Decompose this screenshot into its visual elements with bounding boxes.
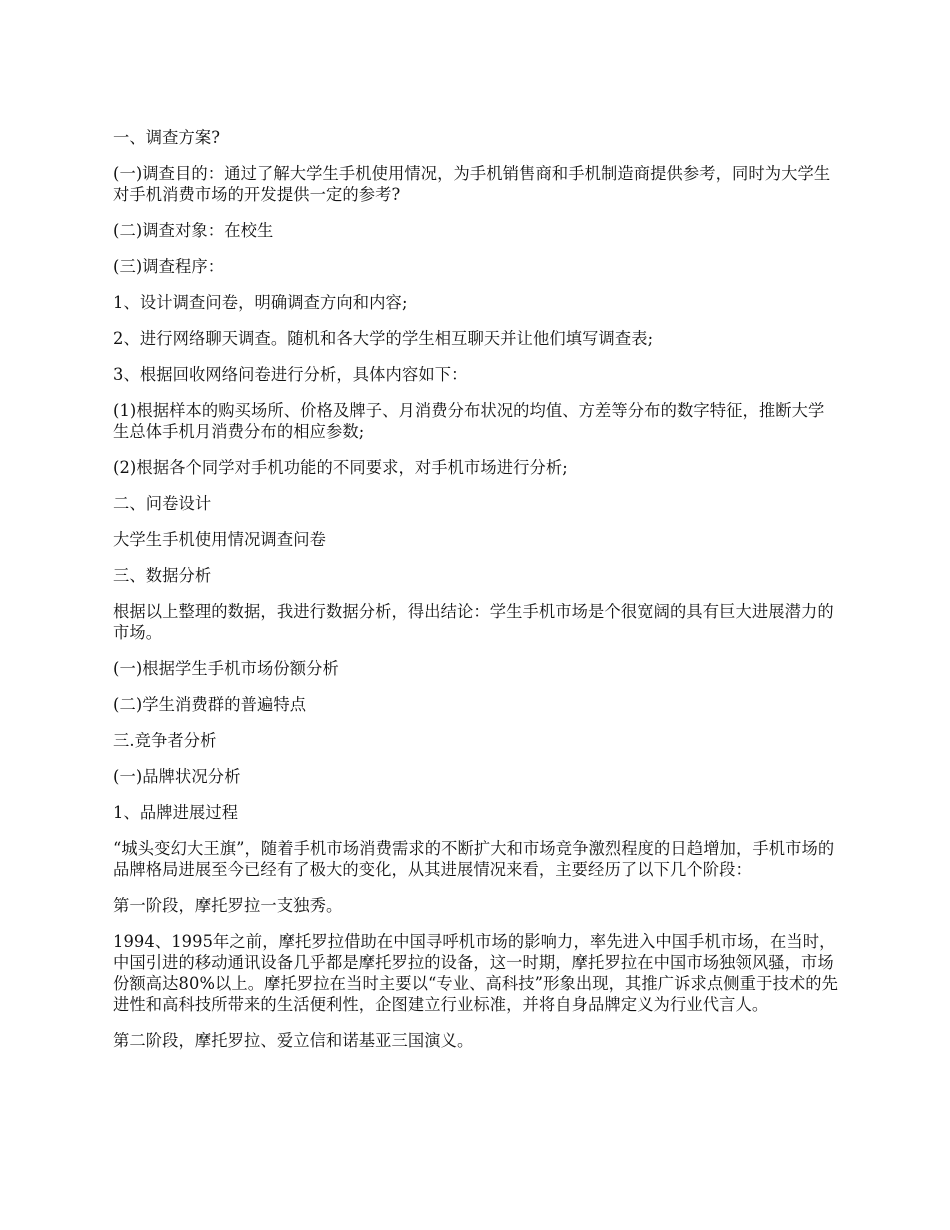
- document-body: [113, 127, 838, 1066]
- analysis-item-2: (2)根据各个同学对手机功能的不同要求，对手机市场进行分析;: [113, 458, 568, 477]
- heading-data-analysis: 三、数据分析: [113, 566, 212, 585]
- survey-purpose: (一)调查目的：通过了解大学生手机使用情况，为手机销售商和手机制造商提供参考，同时为大学生对手机消费市场的开发提供一定的参考?: [113, 164, 831, 204]
- analysis-item-1: (1)根据样本的购买场所、价格及牌子、月消费分布状况的均值、方差等分布的数字特征，推断大学生总体手机月消费分布的相应参数;: [113, 401, 825, 441]
- market-share-analysis: (一)根据学生手机市场份额分析: [113, 659, 339, 678]
- heading-competitor-analysis: 三.竞争者分析: [113, 731, 217, 750]
- brand-development-intro: “城头变幻大王旗”，随着手机市场消费需求的不断扩大和市场竞争激烈程度的日趋增加，手机市场的品牌格局进展至今已经有了极大的变化，从其进展情况来看，主要经历了以下几个阶段：: [113, 839, 835, 879]
- procedure-step-3: 3、根据回收网络问卷进行分析，具体内容如下：: [113, 365, 468, 384]
- survey-subjects: (二)调查对象：在校生: [113, 221, 274, 240]
- stage-one-heading: 第一阶段，摩托罗拉一支独秀。: [113, 896, 343, 915]
- brand-status-analysis: (一)品牌状况分析: [113, 767, 241, 786]
- heading-survey-plan: 一、调查方案?: [113, 128, 221, 147]
- survey-procedure-heading: (三)调查程序：: [113, 257, 225, 276]
- procedure-step-1: 1、设计调查问卷，明确调查方向和内容;: [113, 293, 408, 312]
- stage-one-description: 1994、1995年之前，摩托罗拉借助在中国寻呼机市场的影响力，率先进入中国手机市场，在当时，中国引进的移动通讯设备几乎都是摩托罗拉的设备，这一时期，摩托罗拉在中国市场独领风骚，市场份额高达80%以上。摩托罗拉在当时主要以“专业、高科技”形象出现，其推广诉求点侧重于技术的先进性和高科技所带来的生活便利性，企图建立行业标准，并将自身品牌定义为行业代言人。: [113, 932, 838, 1014]
- consumer-characteristics: (二)学生消费群的普遍特点: [113, 695, 307, 714]
- heading-questionnaire-design: 二、问卷设计: [113, 494, 212, 513]
- stage-two-heading: 第二阶段，摩托罗拉、爱立信和诺基亚三国演义。: [113, 1031, 474, 1050]
- data-analysis-conclusion: 根据以上整理的数据，我进行数据分析，得出结论：学生手机市场是个很宽阔的具有巨大进展潜力的市场。: [113, 602, 834, 642]
- procedure-step-2: 2、进行网络聊天调查。随机和各大学的学生相互聊天并让他们填写调查表;: [113, 329, 654, 348]
- brand-development-heading: 1、品牌进展过程: [113, 803, 239, 822]
- questionnaire-title: 大学生手机使用情况调查问卷: [113, 530, 326, 549]
